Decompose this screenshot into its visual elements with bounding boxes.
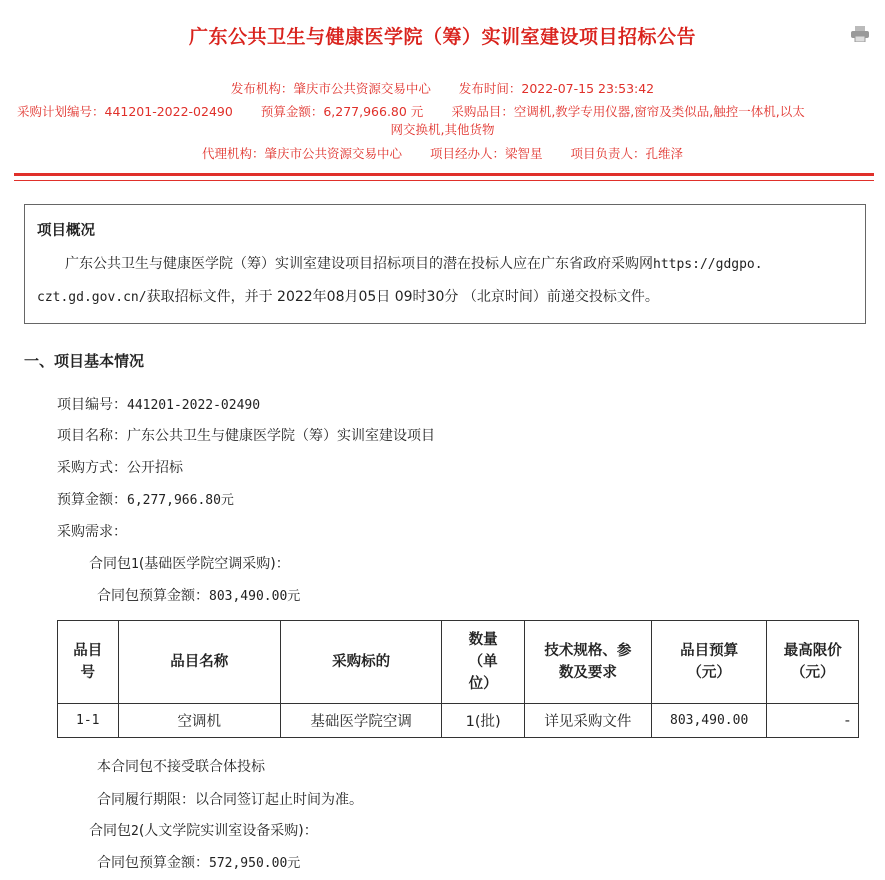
section-heading: 一、项目基本情况: [24, 352, 145, 370]
table-row: [58, 704, 859, 738]
col-header-quantity: 数量 （单 位）: [442, 621, 525, 704]
printer-icon[interactable]: [850, 26, 870, 42]
package-1-note-period: 合同履行期限：以合同签订起止时间为准。: [97, 792, 363, 808]
publish-time: 发布时间：2022-07-15 23:53:42: [458, 81, 655, 96]
meta-row-2: [17, 103, 877, 120]
meta-row-3: 网交换机,其他货物: [390, 122, 495, 137]
cell-quantity: 1(批): [442, 704, 525, 738]
package-1-note-consortium: 本合同包不接受联合体投标: [97, 759, 265, 775]
gdgpo-link-part2[interactable]: czt.gd.gov.cn/: [37, 290, 147, 305]
col-header-specs: 技术规格、参 数及要求: [524, 621, 651, 704]
deadline: 2022年08月05日 09时30分: [277, 289, 459, 305]
page-title: 广东公共卫生与健康医学院（筹）实训室建设项目招标公告: [188, 26, 696, 48]
package-2-budget: 合同包预算金额：572,950.00元: [97, 855, 301, 871]
demand-line: 采购需求：: [57, 524, 127, 540]
col-header-item-budget: 品目预算 （元）: [651, 621, 767, 704]
overview-heading: 项目概况: [37, 223, 95, 239]
leader: 项目负责人：孔维泽: [570, 146, 684, 161]
project-no-line: 项目编号：441201-2022-02490: [57, 397, 261, 413]
col-header-max-price: 最高限价 （元）: [767, 621, 859, 704]
budget-meta: 预算金额：6,277,966.80 元: [260, 104, 424, 119]
col-header-item-no: 品目 号: [58, 621, 119, 704]
meta-row-1: [0, 80, 885, 97]
items-table: [57, 620, 859, 738]
purchase-items: 采购品目：空调机,教学专用仪器,窗帘及类似品,触控一体机,以太: [451, 104, 805, 119]
package-1-title: 合同包1(基础医学院空调采购)：: [89, 556, 290, 572]
col-header-subject: 采购标的: [280, 621, 441, 704]
col-header-item-name: 品目名称: [118, 621, 280, 704]
overview-text: 广东公共卫生与健康医学院（筹）实训室建设项目招标项目的潜在投标人应在广东省政府采购网https://gdgpo. czt.gd.gov.cn/获取招标文件，并于 2022年08月05日 09时30分 （北京时间）前递交投标文件。: [37, 256, 763, 305]
cell-item-no: 1-1: [58, 704, 119, 738]
cell-item-budget: 803,490.00: [651, 704, 767, 738]
table-header-row: [58, 621, 859, 704]
divider-thin: [14, 180, 874, 181]
plan-no: 采购计划编号：441201-2022-02490: [17, 104, 233, 119]
cell-specs: 详见采购文件: [524, 704, 651, 738]
manager: 项目经办人：梁智星: [429, 146, 543, 161]
method-line: 采购方式：公开招标: [57, 460, 183, 476]
project-name-line: 项目名称：广东公共卫生与健康医学院（筹）实训室建设项目: [57, 428, 435, 444]
package-2-title: 合同包2(人文学院实训室设备采购)：: [89, 823, 318, 839]
gdgpo-link-part1[interactable]: https://gdgpo.: [653, 257, 763, 272]
agency: 代理机构：肇庆市公共资源交易中心: [201, 146, 402, 161]
meta-row-4: [0, 145, 885, 162]
cell-item-name: 空调机: [118, 704, 280, 738]
publisher: 发布机构：肇庆市公共资源交易中心: [230, 81, 431, 96]
divider-thick: [14, 173, 874, 176]
cell-max-price: -: [767, 704, 859, 738]
budget-line: 预算金额：6,277,966.80元: [57, 492, 234, 508]
package-1-budget: 合同包预算金额：803,490.00元: [97, 588, 301, 604]
overview-box: [24, 204, 866, 324]
cell-subject: 基础医学院空调: [280, 704, 441, 738]
